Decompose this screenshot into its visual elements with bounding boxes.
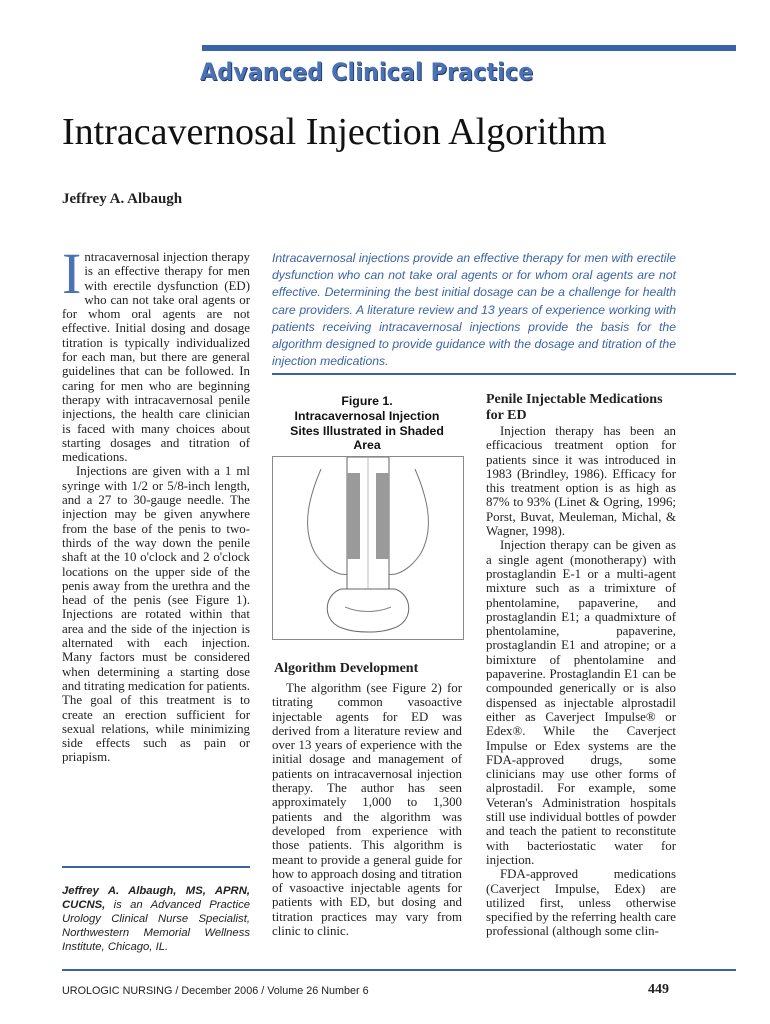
penile-heading: Penile Injectable Medications for ED [486, 392, 663, 423]
intro-paragraph-2: Injections are given with a 1 ml syringe with 1/2 or 5/8-inch length, and a 27 to 30-gauge needle. The injection may be given anywhere from the base of the penis to two-thirds of the way down the penile shaft at the 10 o'clock and 2 o'clock locations on the upper side of the penis away from the urethra and the head of the penis (see Figure 1). Injections are rotated within that area and the side of the injection is alternated with each injection. Many factors must be considered when determining a starting dose and titrating medication for patients. The goal of this treatment is to create an erection sufficient for sexual relations, while minimizing side effects such as pain or priapism. [62, 464, 250, 765]
algorithm-column [272, 681, 462, 938]
author-bio [62, 884, 250, 954]
bio-divider [62, 866, 250, 868]
figure-title: Intracavernosal Injection Sites Illustrated in Shaded Area [290, 408, 444, 453]
penile-paragraph-3: FDA-approved medications (Caverject Impulse, Edex) are utilized first, unless otherwise specified by the referring health care professional (although some clin- [486, 867, 676, 939]
abstract-divider [272, 373, 736, 375]
abstract: Intracavernosal injections provide an effective therapy for men with erectile dysfunction who can not take oral agents or for whom oral agents are not effective. Determining the best initial dosage can be a challenge for health care providers. A literature review and 13 years of experience working with patients receiving intracavernosal injections provide the basis for the algorithm designed to provide guidance with the dosage and titration of the injection medications. [272, 251, 676, 369]
page-number: 449 [648, 982, 669, 997]
bio-name: Jeffrey A. Albaugh, MS, APRN, CUCNS, [62, 885, 250, 911]
section-title: Advanced Clinical Practice [200, 58, 534, 86]
algorithm-paragraph: The algorithm (see Figure 2) for titrating common vasoactive injectable agents for ED was derived from a literature review and over 13 years of experience with the initial dosage and management of patients on intracavernosal injection therapy. The author has seen approximately 1,000 to 1,300 patients and the algorithm was developed from experience with those patients. This algorithm is meant to provide a general guide for how to approach dosing and titration of vasoactive injectable agents for patients with ED, but dosing and titration practices may vary from clinic to clinic. [272, 681, 462, 939]
footer-divider [62, 969, 736, 971]
figure-illustration [272, 456, 464, 640]
penile-paragraph-2: Injection therapy can be given as a single agent (monotherapy) with prostaglandin E-1 or a multi-agent mixture such as a trimixture of phentolamine, papaverine, and prostaglandin E1; a quadmixture of phentolamine, papaverine, prostaglandin E1 and atropine; or a bimixture of phentolamine and papaverine. Prostaglandin E1 can be compounded generically or is also dispensed as injectable alprostadil either as Caverject Impulse® or Edex®. While the Caverject Impulse or Edex systems are the FDA-approved drugs, some clinicians may use other forms of alprostadil. For example, some Veteran's Administration hospitals still use individual bottles of powder and teach the patient to reconstitute with bacteriostatic water for injection. [486, 538, 676, 867]
intro-paragraph-1: ntracavernosal injection therapy is an effective therapy for men with erectile dysfunction (ED) who can not take oral agents or for whom oral agents are not effective. Initial dosing and dosage titration is typically individualized for each man, but there are general guidelines that can be followed. In caring for men who are beginning therapy with intracavernosal penile injections, the health care clinician is faced with many choices about starting dosages and titration of medications. [62, 250, 250, 465]
journal-footer: UROLOGIC NURSING / December 2006 / Volume 26 Number 6 [62, 985, 369, 997]
penile-paragraph-1: Injection therapy has been an efficacious treatment option for patients since it was introduced in 1983 (Brindley, 1986). Efficacy for this treatment option is as high as 87% to 93% (Linet & Ogring, 1996; Porst, Buvat, Meuleman, Michal, & Wagner, 1998). [486, 424, 676, 539]
article-title: Intracavernosal Injection Algorithm [62, 111, 607, 153]
header-accent-bar [202, 45, 736, 51]
author-name: Jeffrey A. Albaugh [62, 191, 183, 207]
drop-cap: I [62, 241, 82, 306]
intro-column [62, 241, 250, 765]
penile-column [486, 424, 676, 939]
penis-diagram-icon [273, 457, 463, 639]
figure-caption [282, 394, 452, 453]
algorithm-heading: Algorithm Development [274, 661, 419, 676]
bio-text: is an Advanced Practice Urology Clinical Nurse Specialist, Northwestern Memorial Wellness Institute, Chicago, IL. [62, 899, 251, 953]
figure-label: Figure 1. [341, 394, 393, 408]
